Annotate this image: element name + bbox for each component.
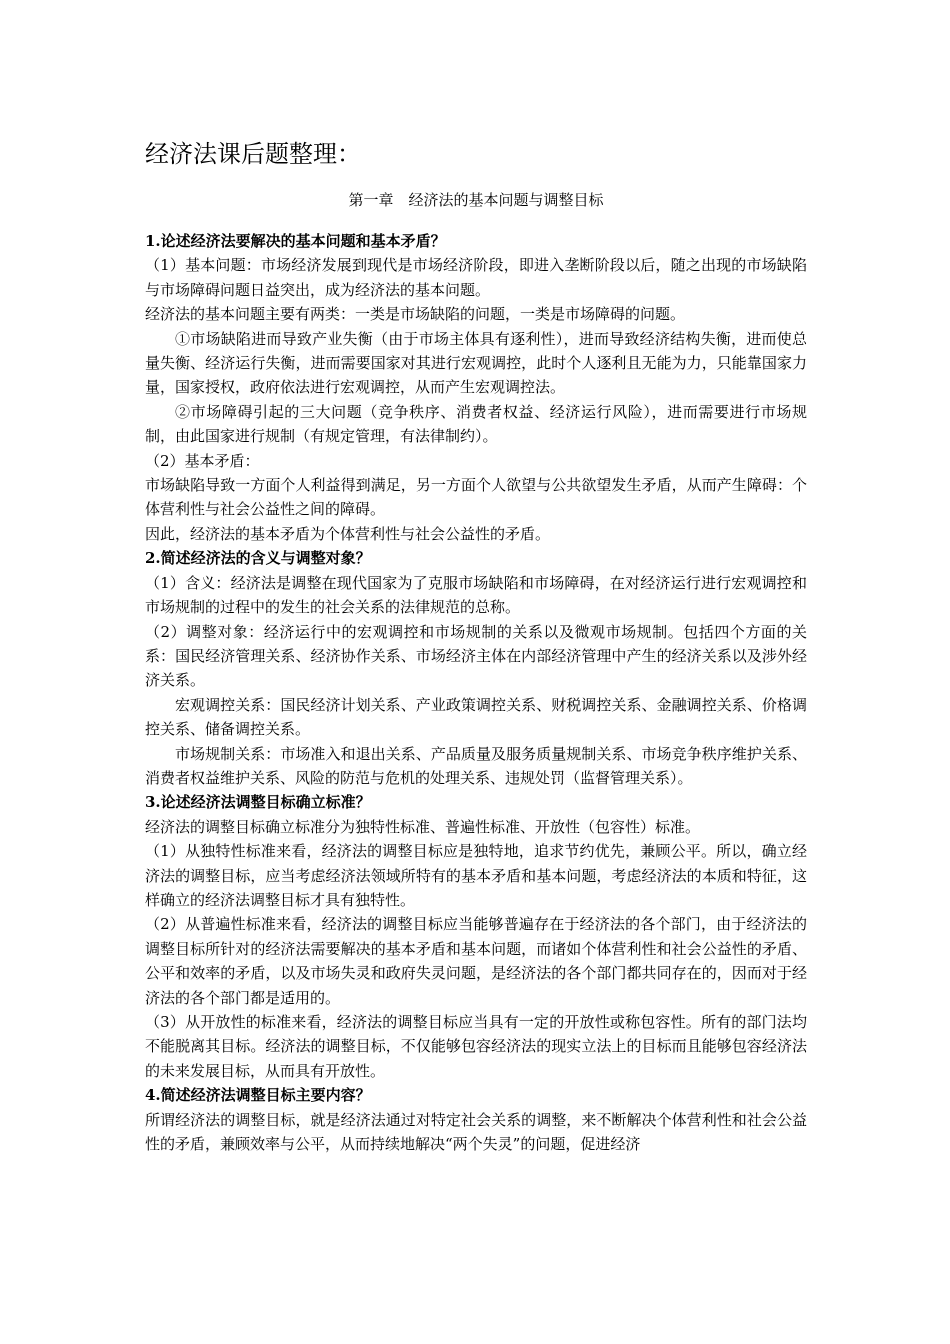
document-title: 经济法课后题整理： bbox=[145, 140, 361, 168]
q2-paragraph-4: 市场规制关系：市场准入和退出关系、产品质量及服务质量规制关系、市场竞争秩序维护关系、消费者权益维护关系、风险的防范与危机的处理关系、违规处罚（监督管理关系）。 bbox=[145, 744, 807, 787]
q3-paragraph-3: （2）从普遍性标准来看，经济法的调整目标应当能够普遍存在于经济法的各个部门，由于经济法的调整目标所针对的经济法需要解决的基本矛盾和基本问题，而诸如个体营利性和社会公益性的矛盾、公平和效率的矛盾，以及市场失灵和政府失灵问题，是经济法的各个部门都共同存在的，因而对于经济法的各个部门都是适用的。 bbox=[145, 915, 807, 1007]
q4-paragraph-1: 所谓经济法的调整目标，就是经济法通过对特定社会关系的调整，来不断解决个体营利性和社会公益性的矛盾，兼顾效率与公平，从而持续地解决“两个失灵”的问题，促进经济 bbox=[145, 1110, 807, 1154]
q2-paragraph-2: （2）调整对象：经济运行中的宏观调控和市场规制的关系以及微观市场规制。包括四个方面的关系：国民经济管理关系、经济协作关系、市场经济主体在内部经济管理中产生的经济关系以及涉外经济关系。 bbox=[145, 622, 807, 690]
q1-paragraph-5: （2）基本矛盾： bbox=[145, 451, 260, 470]
question-2-section bbox=[145, 546, 807, 790]
q1-paragraph-7: 因此，经济法的基本矛盾为个体营利性与社会公益性的矛盾。 bbox=[145, 524, 551, 543]
q1-paragraph-3: ①市场缺陷进而导致产业失衡（由于市场主体具有逐利性），进而导致经济结构失衡，进而使总量失衡、经济运行失衡，进而需要国家对其进行宏观调控，此时个人逐利且无能为力，只能靠国家力量，国家授权，政府依法进行宏观调控，从而产生宏观调控法。 bbox=[145, 329, 807, 397]
q1-paragraph-2: 经济法的基本问题主要有两类：一类是市场缺陷的问题，一类是市场障碍的问题。 bbox=[145, 305, 686, 324]
q1-paragraph-1: （1）基本问题：市场经济发展到现代是市场经济阶段，即进入垄断阶段以后，随之出现的市场缺陷与市场障碍问题日益突出，成为经济法的基本问题。 bbox=[145, 256, 807, 299]
question-3-section bbox=[145, 790, 807, 1083]
question-4-heading: 4.简述经济法调整目标主要内容？ bbox=[145, 1086, 371, 1105]
question-4-section bbox=[145, 1083, 807, 1156]
q1-paragraph-4: ②市场障碍引起的三大问题（竞争秩序、消费者权益、经济运行风险），进而需要进行市场规制，由此国家进行规制（有规定管理，有法律制约）。 bbox=[145, 402, 807, 446]
q1-paragraph-6: 市场缺陷导致一方面个人利益得到满足，另一方面个人欲望与公共欲望发生矛盾，从而产生障碍：个体营利性与社会公益性之间的障碍。 bbox=[145, 476, 807, 519]
q3-paragraph-1: 经济法的调整目标确立标准分为独特性标准、普遍性标准、开放性（包容性）标准。 bbox=[145, 817, 701, 836]
question-2-heading: 2.简述经济法的含义与调整对象？ bbox=[145, 549, 371, 568]
question-1-heading: 1.论述经济法要解决的基本问题和基本矛盾？ bbox=[145, 232, 446, 250]
document-page bbox=[145, 128, 807, 1156]
question-3-heading: 3.论述经济法调整目标确立标准？ bbox=[145, 793, 371, 812]
q2-paragraph-3: 宏观调控关系：国民经济计划关系、产业政策调控关系、财税调控关系、金融调控关系、价格调控关系、储备调控关系。 bbox=[145, 695, 807, 739]
q2-paragraph-1: （1）含义：经济法是调整在现代国家为了克服市场缺陷和市场障碍，在对经济运行进行宏观调控和市场规制的过程中的发生的社会关系的法律规范的总称。 bbox=[145, 573, 807, 617]
q3-paragraph-4: （3）从开放性的标准来看，经济法的调整目标应当具有一定的开放性或称包容性。所有的部门法均不能脱离其目标。经济法的调整目标，不仅能够包容经济法的现实立法上的目标而且能够包容经济法的未来发展目标，从而具有开放性。 bbox=[145, 1013, 807, 1080]
question-1-section bbox=[145, 229, 807, 546]
document-body bbox=[145, 229, 807, 1156]
q3-paragraph-2: （1）从独特性标准来看，经济法的调整目标应是独特地，追求节约优先，兼顾公平。所以，确立经济法的调整目标，应当考虑经济法领域所特有的基本矛盾和基本问题，考虑经济法的本质和特征，这样确立的经济法调整目标才具有独特性。 bbox=[145, 842, 807, 909]
chapter-title: 第一章 经济法的基本问题与调整目标 bbox=[348, 191, 604, 209]
